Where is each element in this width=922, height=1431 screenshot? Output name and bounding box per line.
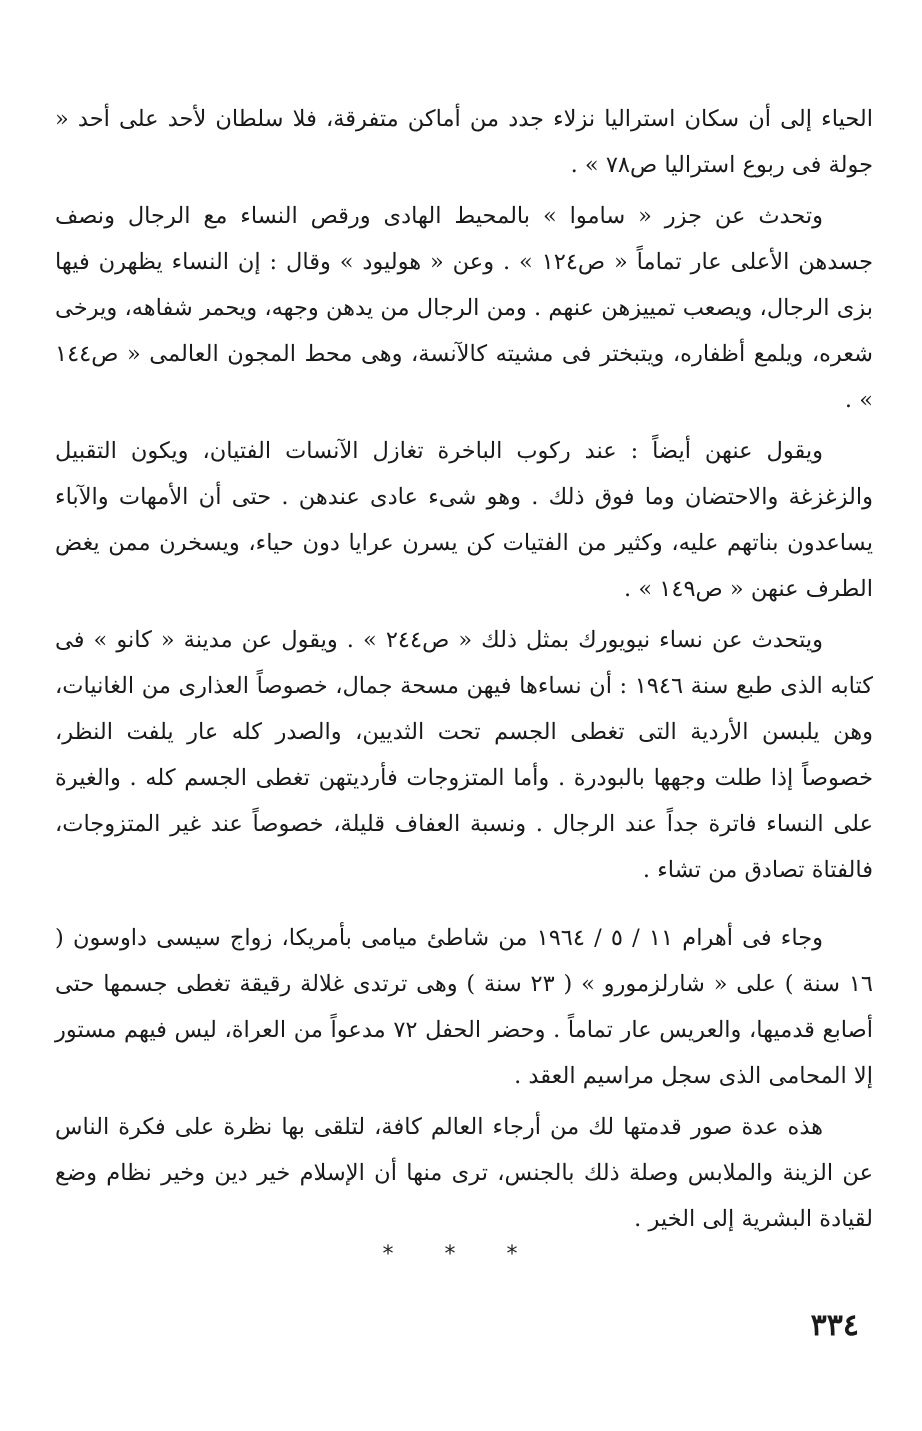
paragraph-ahram: وجاء فى أهرام ١١ / ٥ / ١٩٦٤ من شاطئ ميامى بأمريكا، زواج سيسى داوسون ( ١٦ سنة ) على « شارلزمورو » ( ٢٣ سنة ) وهى ترتدى غلالة رقيقة تغطى جسمها حتى أصابع قدميها، والعريس عار تماماً . وحضر الحفل ٧٢ مدعواً من العراة، ليس فيهم مستور إلا المحامى الذى سجل مراسيم العقد .	[55, 925, 873, 1089]
section-separator: * * *	[382, 1242, 540, 1267]
paragraph-conclusion: هذه عدة صور قدمتها لك من أرجاء العالم كافة، لتلقى بها نظرة على فكرة الناس عن الزينة والملابس وصلة ذلك بالجنس، ترى منها أن الإسلام خير دين وخير نظام وضع لقيادة البشرية إلى الخير .	[55, 1114, 873, 1232]
paragraph-ship: ويقول عنهن أيضاً : عند ركوب الباخرة تغازل الآنسات الفتيان، ويكون التقبيل والزغزغة والاحتضان وما فوق ذلك . وهو شىء عادى عندهن . حتى أن الأمهات والآباء يساعدون بناتهم عليه، وكثير من الفتيات كن يسرن عرايا دون حياء، ويسخرن ممن يغض الطرف عنهن « ص١٤٩ » .	[55, 438, 873, 602]
paragraph-samoa-hollywood: وتحدث عن جزر « ساموا » بالمحيط الهادى ورقص النساء مع الرجال ونصف جسدهن الأعلى عار تماماً « ص١٢٤ » . وعن « هوليود » وقال : إن النساء يظهرن فيها بزى الرجال، ويصعب تمييزهن عنهم . ومن الرجال من يدهن وجهه، ويحمر شفاهه، ويرخى شعره، ويلمع أظفاره، ويتبختر فى مشيته كالآنسة، وهى محط المجون العالمى « ص١٤٤ » .	[55, 203, 873, 413]
paragraph-newyork-kano: ويتحدث عن نساء نيويورك بمثل ذلك « ص٢٤٤ » . ويقول عن مدينة « كانو » فى كتابه الذى طبع سنة ١٩٤٦ : أن نساءها فيهن مسحة جمال، خصوصاً العذارى من الغانيات، وهن يلبسن الأردية التى تغطى الجسم تحت الثديين، والصدر كله عار يلفت النظر، خصوصاً إذا طلت وجهها بالبودرة . وأما المتزوجات فأرديتهن تغطى الجسم كله . والغيرة على النساء فاترة جداً عند الرجال . ونسبة العفاف قليلة، خصوصاً عند غير المتزوجات، فالفتاة تصادق من تشاء .	[55, 627, 873, 883]
document-body	[55, 96, 873, 1242]
page-number: ٣٣٤	[810, 1308, 859, 1343]
paragraph-continued: الحياء إلى أن سكان استراليا نزلاء جدد من أماكن متفرقة، فلا سلطان لأحد على أحد « جولة فى ربوع استراليا ص٧٨ » .	[55, 106, 873, 178]
